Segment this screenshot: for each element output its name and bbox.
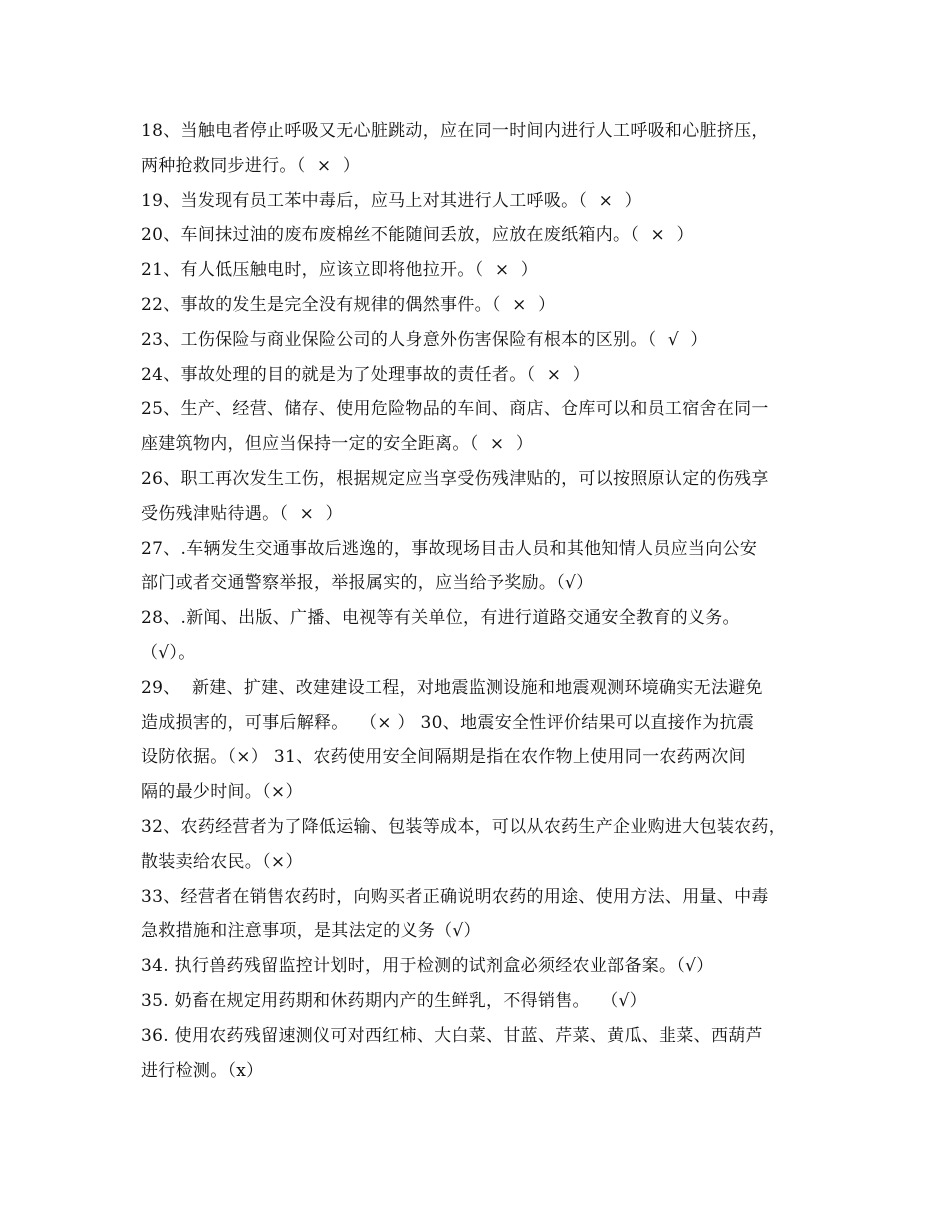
text-line: 21、有人低压触电时，应该立即将他拉开。（ × ） xyxy=(141,260,539,281)
text-line: 28、.新闻、出版、广播、电视等有关单位，有进行道路交通安全教育的义务。 xyxy=(141,608,740,629)
text-line: 32、农药经营者为了降低运输、包装等成本，可以从农药生产企业购进大包装农药， xyxy=(141,816,787,837)
text-line: 造成损害的，可事后解释。 （× ） 30、地震安全性评价结果可以直接作为抗震 xyxy=(141,712,755,733)
text-line: 18、当触电者停止呼吸又无心脏跳动，应在同一时间内进行人工呼吸和心脏挤压， xyxy=(141,121,769,141)
text-line: 19、当发现有员工苯中毒后，应马上对其进行人工呼吸。（ × ） xyxy=(141,190,642,211)
text-line: 两种抢救同步进行。（ × ） xyxy=(141,155,361,176)
text-line: 23、工伤保险与商业保险公司的人身意外伤害保险有根本的区别。（ √ ） xyxy=(141,329,708,350)
text-line: 29、 新建、扩建、改建建设工程，对地震监测设施和地震观测环境确实无法避免 xyxy=(141,677,763,698)
text-line: 座建筑物内，但应当保持一定的安全距离。（ × ） xyxy=(141,434,534,455)
text-line: 22、事故的发生是完全没有规律的偶然事件。（ × ） xyxy=(141,294,556,315)
text-line: 20、车间抹过油的废布废棉丝不能随间丢放，应放在废纸箱内。（ × ） xyxy=(141,225,694,246)
text-line: 26、职工再次发生工伤，根据规定应当享受伤残津贴的，可以按照原认定的伤残享 xyxy=(141,468,769,489)
text-line: 33、经营者在销售农药时，向购买者正确说明农药的用途、使用方法、用量、中毒 xyxy=(141,886,769,907)
text-line: （√）。 xyxy=(141,642,196,663)
text-line: 部门或者交通警察举报，举报属实的，应当给予奖励。（√） xyxy=(141,573,594,594)
text-line: 34. 执行兽药残留监控计划时，用于检测的试剂盒必须经农业部备案。（√） xyxy=(141,956,714,977)
text-line: 隔的最少时间。（×） xyxy=(141,782,303,803)
text-line: 散装卖给农民。（×） xyxy=(141,851,303,872)
document-body xyxy=(141,114,831,1088)
text-line: 36. 使用农药残留速测仪可对西红柿、大白菜、甘蓝、芹菜、黄瓜、韭菜、西葫芦 xyxy=(141,1025,763,1046)
text-line: 进行检测。（x） xyxy=(141,1060,264,1081)
text-line: 27、.车辆发生交通事故后逃逸的，事故现场目击人员和其他知情人员应当向公安 xyxy=(141,538,758,559)
text-line: 35. 奶畜在规定用药期和休药期内产的生鲜乳，不得销售。 （√） xyxy=(141,990,647,1011)
text-line: 受伤残津贴待遇。（ × ） xyxy=(141,503,343,524)
text-line: 设防依据。（×） 31、农药使用安全间隔期是指在农作物上使用同一农药两次间 xyxy=(141,747,746,768)
text-line: 25、生产、经营、储存、使用危险物品的车间、商店、仓库可以和员工宿舍在同一 xyxy=(141,399,769,420)
text-line: 24、事故处理的目的就是为了处理事故的责任者。（ × ） xyxy=(141,364,590,385)
text-line: 急救措施和注意事项，是其法定的义务（√） xyxy=(141,921,481,942)
